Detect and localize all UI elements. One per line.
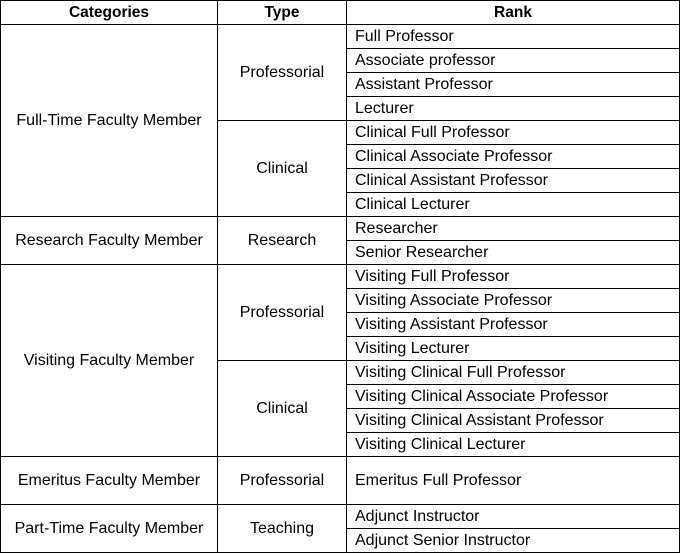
header-type: Type bbox=[218, 1, 347, 25]
table-row bbox=[1, 217, 680, 241]
rank-cell: Visiting Clinical Associate Professor bbox=[347, 385, 680, 409]
type-cell: Clinical bbox=[218, 361, 347, 457]
category-cell: Visiting Faculty Member bbox=[1, 265, 218, 457]
rank-cell: Visiting Full Professor bbox=[347, 265, 680, 289]
rank-cell: Clinical Associate Professor bbox=[347, 145, 680, 169]
rank-cell: Visiting Associate Professor bbox=[347, 289, 680, 313]
rank-cell: Senior Researcher bbox=[347, 241, 680, 265]
rank-cell: Researcher bbox=[347, 217, 680, 241]
category-cell: Full-Time Faculty Member bbox=[1, 25, 218, 217]
rank-cell: Visiting Lecturer bbox=[347, 337, 680, 361]
rank-cell: Lecturer bbox=[347, 97, 680, 121]
rank-cell: Emeritus Full Professor bbox=[347, 457, 680, 505]
type-cell: Professorial bbox=[218, 265, 347, 361]
category-cell: Research Faculty Member bbox=[1, 217, 218, 265]
rank-cell: Visiting Assistant Professor bbox=[347, 313, 680, 337]
rank-cell: Adjunct Instructor bbox=[347, 505, 680, 529]
type-cell: Teaching bbox=[218, 505, 347, 553]
table-row bbox=[1, 457, 680, 505]
header-rank: Rank bbox=[347, 1, 680, 25]
rank-cell: Visiting Clinical Assistant Professor bbox=[347, 409, 680, 433]
header-row bbox=[1, 1, 680, 25]
rank-cell: Clinical Full Professor bbox=[347, 121, 680, 145]
table-row bbox=[1, 265, 680, 289]
rank-cell: Associate professor bbox=[347, 49, 680, 73]
rank-cell: Visiting Clinical Lecturer bbox=[347, 433, 680, 457]
category-cell: Emeritus Faculty Member bbox=[1, 457, 218, 505]
type-cell: Professorial bbox=[218, 457, 347, 505]
rank-cell: Visiting Clinical Full Professor bbox=[347, 361, 680, 385]
rank-cell: Full Professor bbox=[347, 25, 680, 49]
rank-cell: Clinical Assistant Professor bbox=[347, 169, 680, 193]
rank-cell: Adjunct Senior Instructor bbox=[347, 529, 680, 553]
type-cell: Research bbox=[218, 217, 347, 265]
type-cell: Professorial bbox=[218, 25, 347, 121]
type-cell: Clinical bbox=[218, 121, 347, 217]
rank-cell: Assistant Professor bbox=[347, 73, 680, 97]
rank-cell: Clinical Lecturer bbox=[347, 193, 680, 217]
category-cell: Part-Time Faculty Member bbox=[1, 505, 218, 553]
table-row bbox=[1, 505, 680, 529]
table-row bbox=[1, 25, 680, 49]
header-categories: Categories bbox=[1, 1, 218, 25]
